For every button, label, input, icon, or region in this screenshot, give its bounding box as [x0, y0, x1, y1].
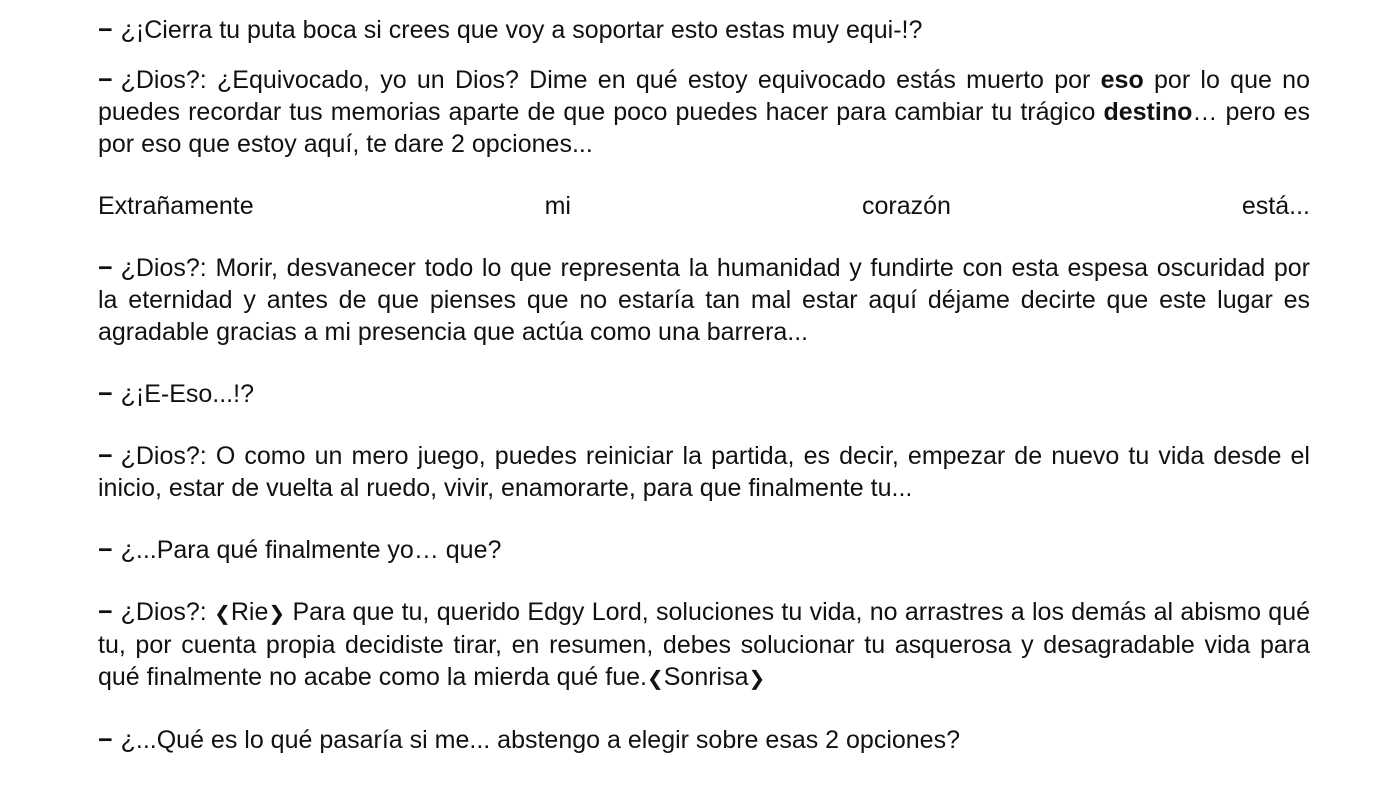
action-tag: Rie [230, 598, 269, 626]
narration-word: Extrañamente [98, 192, 254, 220]
dialogue-line-1 [98, 14, 1310, 46]
dialogue-dash: − [98, 726, 113, 754]
dialogue-line-2 [98, 64, 1310, 160]
right-chevron-icon: ❯ [268, 601, 286, 625]
dialogue-dash: − [98, 16, 113, 44]
speaker-label: ¿Dios?: [120, 598, 207, 626]
dialogue-text: por lo que no puedes recordar tus memorias aparte de que poco puedes hacer para cambiar tu trágico [98, 66, 1310, 126]
narration-word: mi [544, 192, 571, 220]
left-chevron-icon: ❮ [214, 601, 231, 625]
dialogue-dash: − [98, 380, 113, 408]
speaker-label: ¿Dios?: [120, 254, 207, 282]
dialogue-dash: − [98, 536, 113, 564]
dialogue-dash: − [98, 442, 113, 470]
dialogue-line-7 [98, 596, 1310, 694]
speaker-label: ¿Dios?: [120, 442, 207, 470]
dialogue-line-4 [98, 378, 1310, 410]
right-chevron-icon: ❯ [748, 666, 766, 690]
narration-word: corazón [861, 192, 951, 220]
dialogue-text: Para que tu, querido Edgy Lord, soluciones tu vida, no arrastres a los demás al abismo qué tu, por cuenta propia decidiste tirar, en resumen, debes solucionar tu asquerosa y desagradable vida para qué finalmente no acabe como la mierda qué fue. [98, 598, 1311, 691]
dialogue-line-6 [98, 534, 1310, 566]
left-chevron-icon: ❮ [646, 666, 664, 690]
dialogue-dash: − [98, 254, 113, 282]
narration-line [98, 190, 1310, 222]
narration-word: está... [1241, 192, 1310, 220]
dialogue-line-5 [98, 440, 1310, 504]
dialogue-line-3 [98, 252, 1310, 348]
dialogue-dash: − [98, 66, 113, 94]
dialogue-text: ¿¡E-Eso...!? [120, 380, 254, 408]
dialogue-text: ¿Equivocado, yo un Dios? Dime en qué estoy equivocado estás muerto por [206, 66, 1101, 94]
dialogue-text: … pero es por eso que estoy aquí, te dare 2 opciones... [98, 98, 1310, 158]
dialogue-text: ¿...Qué es lo qué pasaría si me... abstengo a elegir sobre esas 2 opciones? [120, 726, 960, 754]
bold-word: destino [1103, 98, 1193, 126]
bold-word: eso [1100, 66, 1144, 94]
action-tag: Sonrisa [663, 663, 749, 691]
dialogue-text: ¿...Para qué finalmente yo… que? [120, 536, 502, 564]
dialogue-text: ¿¡Cierra tu puta boca si crees que voy a soportar esto estas muy equi-!? [120, 16, 923, 44]
dialogue-text: O como un mero juego, puedes reiniciar la partida, es decir, empezar de nuevo tu vida desde el inicio, estar de vuelta al ruedo, vivir, enamorarte, para que finalmente tu... [98, 442, 1310, 502]
dialogue-text: Morir, desvanecer todo lo que representa la humanidad y fundirte con esta espesa oscuridad por la eternidad y antes de que pienses que no estaría tan mal estar aquí déjame decirte que este lugar es agradable gracias a mi presencia que actúa como una barrera... [98, 254, 1310, 346]
document-page [98, 14, 1310, 756]
dialogue-line-8 [98, 724, 1310, 756]
dialogue-dash: − [98, 598, 113, 626]
speaker-label: ¿Dios?: [120, 66, 207, 94]
